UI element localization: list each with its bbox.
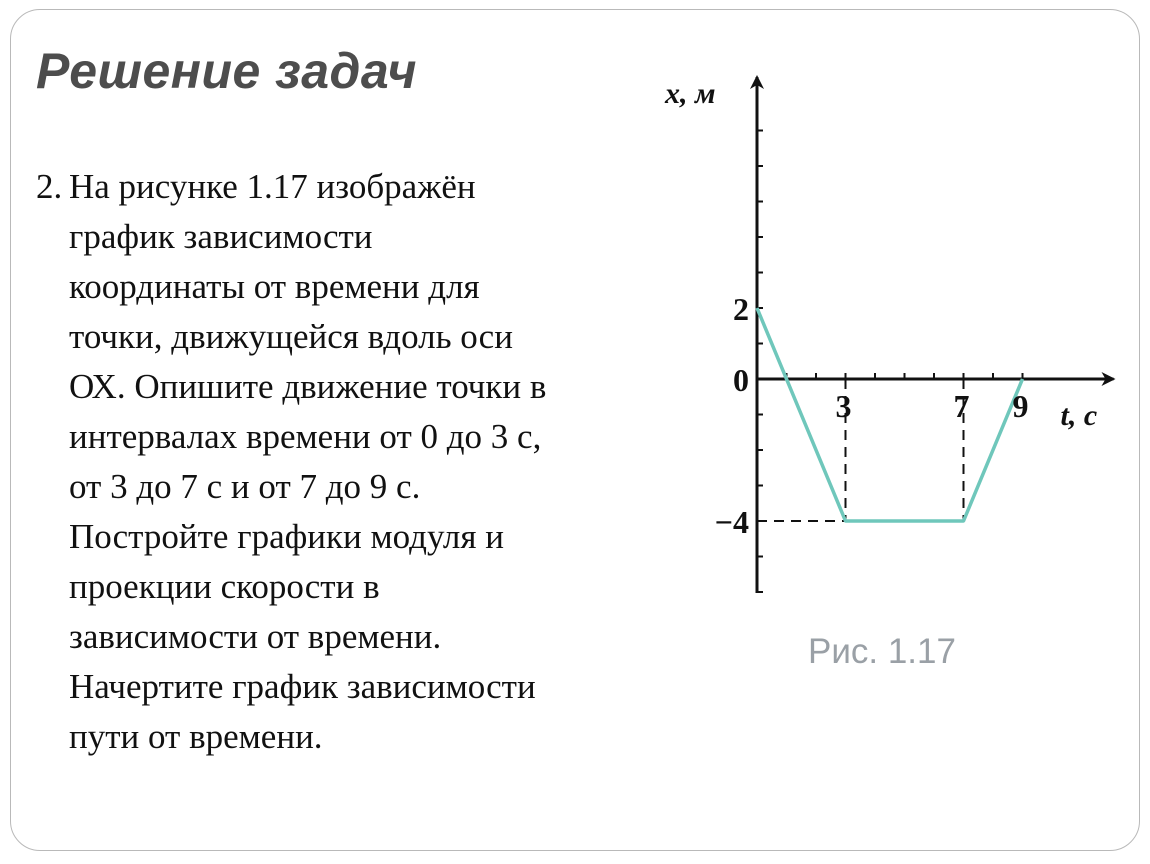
- y-tick-label-−4: −4: [714, 504, 749, 540]
- problem-line: проекции скорости в: [69, 567, 380, 606]
- x-tick-label-3: 3: [835, 388, 852, 424]
- problem-line: график зависимости: [69, 217, 373, 256]
- problem-line: пути от времени.: [69, 717, 323, 756]
- series-line-x-t: [757, 308, 1023, 521]
- problem-line: На рисунке 1.17 изображён: [69, 167, 476, 206]
- problem-line: интервалах времени от 0 до 3 с,: [69, 417, 542, 456]
- y-axis-label: x, м: [665, 77, 716, 110]
- problem-line: от 3 до 7 с и от 7 до 9 с.: [69, 467, 421, 506]
- y-tick-label-2: 2: [733, 291, 749, 327]
- problem-line: точки, движущейся вдоль оси: [69, 317, 513, 356]
- problem-line: ОХ. Опишите движение точки в: [69, 367, 547, 406]
- slide-title: Решение задач: [36, 43, 417, 99]
- problem-line: зависимости от времени.: [69, 617, 442, 656]
- problem-number: 2.: [36, 167, 63, 206]
- problem-line: Постройте графики модуля и: [69, 517, 504, 556]
- x-tick-label-7: 7: [953, 388, 970, 424]
- figure-caption: Рис. 1.17: [808, 632, 956, 671]
- problem-line: Начертите график зависимости: [69, 667, 536, 706]
- x-tick-label-9: 9: [1012, 388, 1029, 424]
- y-tick-label-0: 0: [733, 362, 749, 398]
- problem-line: координаты от времени для: [69, 267, 480, 306]
- dashed-guides: [757, 379, 964, 521]
- x-axis-label: t, с: [1060, 399, 1098, 432]
